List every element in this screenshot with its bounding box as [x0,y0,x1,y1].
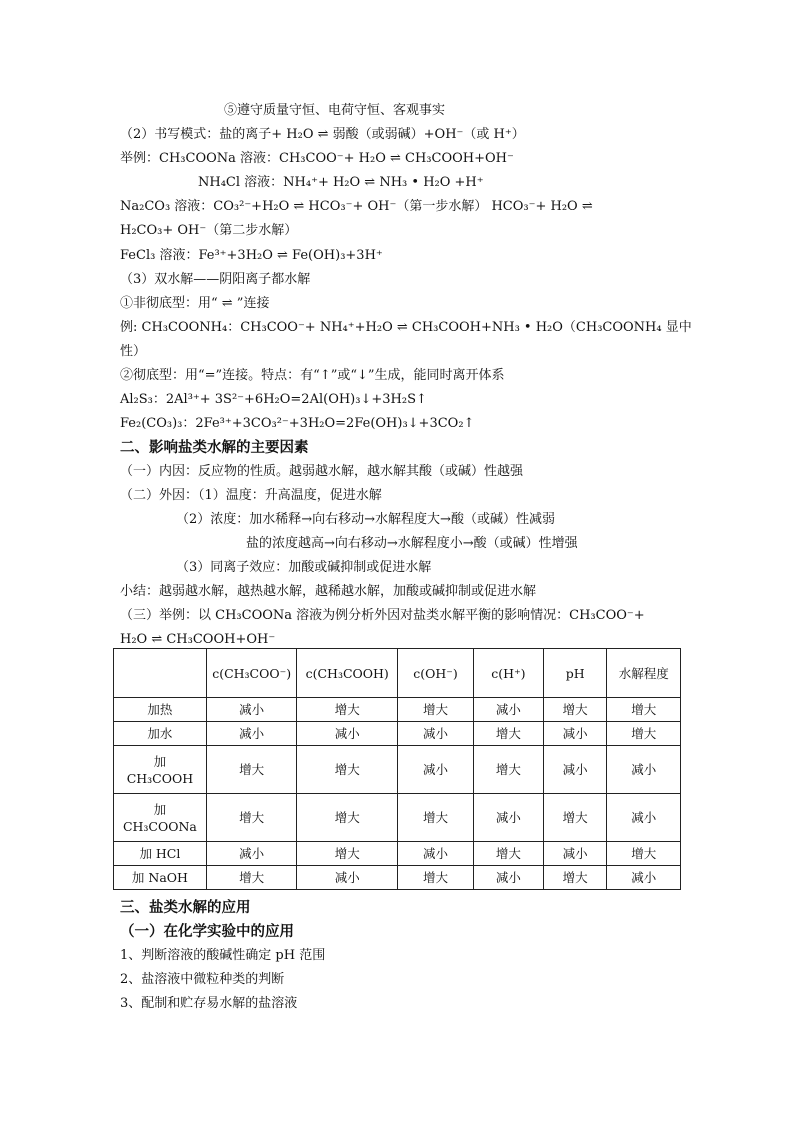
text-line: （2）书写模式：盐的离子+ H₂O ⇌ 弱酸（或弱碱）+OH⁻（或 H⁺） [120,127,525,142]
table-cell: 加热 [114,698,207,722]
hydrolysis-effects-table [113,648,681,890]
table-cell: 减小 [473,794,543,842]
table-row [114,746,681,794]
text-line: Na₂CO₃ 溶液：CO₃²⁻+H₂O ⇌ HCO₃⁻+ OH⁻（第一步水解） HCO₃⁻+ H₂O ⇌ [120,199,593,214]
text-line: 例: CH₃COONH₄：CH₃COO⁻+ NH₄⁺+H₂O ⇌ CH₃COOH+NH₃ • H₂O（CH₃COONH₄ 显中 [120,320,692,335]
table-cell: 加 NaOH [114,866,207,890]
table-cell: 增大 [297,842,397,866]
table-cell: 增大 [206,866,297,890]
list-item: 1、判断溶液的酸碱性确定 pH 范围 [120,948,326,963]
list-item: 2、盐溶液中微粒种类的判断 [120,972,285,987]
table-cell: 加水 [114,722,207,746]
table-cell: 增大 [297,698,397,722]
table-cell: 减小 [297,722,397,746]
table-cell: 增大 [473,746,543,794]
table-cell: 增大 [397,794,473,842]
text-line: （三）举例：以 CH₃COONa 溶液为例分析外因对盐类水解平衡的影响情况：CH₃COO⁻+ [120,608,645,623]
text-line: （3）双水解——阴阳离子都水解 [120,272,311,287]
table-row [114,794,681,842]
table-cell: 加 CH₃COONa [114,794,207,842]
table-cell: 增大 [543,866,607,890]
text-line: 盐的浓度越高→向右移动→水解程度小→酸（或碱）性增强 [246,536,578,551]
table-cell: 增大 [206,794,297,842]
table-cell: 增大 [607,722,681,746]
text-line: ②彻底型：用“=”连接。特点：有“↑”或“↓”生成，能同时离开体系 [120,368,505,383]
table-cell: 增大 [206,746,297,794]
table-cell: 增大 [543,698,607,722]
text-line: H₂CO₃+ OH⁻（第二步水解） [120,223,298,238]
text-line: NH₄Cl 溶液：NH₄⁺+ H₂O ⇌ NH₃ • H₂O +H⁺ [198,175,484,190]
rule-line: ⑤遵守质量守恒、电荷守恒、客观事实 [224,103,446,118]
table-cell: 加 CH₃COOH [114,746,207,794]
table-header-row [114,649,681,698]
table-cell: 增大 [397,866,473,890]
table-cell: 增大 [397,698,473,722]
text-line: 举例：CH₃COONa 溶液：CH₃COO⁻+ H₂O ⇌ CH₃COOH+OH⁻ [120,151,514,166]
text-line: 性） [120,344,147,359]
text-line: （3）同离子效应：加酸或碱抑制或促进水解 [176,560,432,575]
table-row [114,698,681,722]
table-cell: 减小 [543,722,607,746]
table-header-cell [114,649,207,698]
table-cell: 减小 [397,722,473,746]
table-row [114,722,681,746]
table-header-cell: c(CH₃COO⁻) [206,649,297,698]
section-heading: 三、盐类水解的应用 [120,899,251,916]
table-header-cell: c(CH₃COOH) [297,649,397,698]
text-line: （2）浓度：加水稀释→向右移动→水解程度大→酸（或碱）性减弱 [176,512,555,527]
table-cell: 减小 [397,842,473,866]
text-line: H₂O ⇌ CH₃COOH+OH⁻ [120,632,276,647]
text-line: 小结：越弱越水解，越热越水解，越稀越水解，加酸或碱抑制或促进水解 [120,584,537,599]
table-cell: 增大 [607,698,681,722]
table-cell: 增大 [473,722,543,746]
table-header-cell: pH [543,649,607,698]
table-cell: 增大 [543,794,607,842]
table-row [114,866,681,890]
table-header-cell: c(H⁺) [473,649,543,698]
table-cell: 减小 [607,794,681,842]
table-cell: 减小 [607,746,681,794]
table-cell: 加 HCl [114,842,207,866]
table-cell: 增大 [297,746,397,794]
table-cell: 减小 [543,746,607,794]
text-line: Al₂S₃：2Al³⁺+ 3S²⁻+6H₂O=2Al(OH)₃↓+3H₂S↑ [120,392,427,407]
text-line: （一）内因：反应物的性质。越弱越水解，越水解其酸（或碱）性越强 [120,464,524,479]
table-cell: 减小 [543,842,607,866]
table-cell: 增大 [607,842,681,866]
table-row [114,842,681,866]
list-item: 3、配制和贮存易水解的盐溶液 [120,996,298,1011]
text-line: Fe₂(CO₃)₃：2Fe³⁺+3CO₃²⁻+3H₂O=2Fe(OH)₃↓+3CO₂↑ [120,416,475,431]
text-line: ①非彻底型：用“ ⇌ ”连接 [120,296,270,311]
table-header-cell: 水解程度 [607,649,681,698]
table-cell: 减小 [297,866,397,890]
section-heading: 二、影响盐类水解的主要因素 [120,439,309,456]
table-header-cell: c(OH⁻) [397,649,473,698]
table-cell: 减小 [473,866,543,890]
table-cell: 减小 [206,722,297,746]
table-cell: 减小 [206,842,297,866]
text-line: FeCl₃ 溶液：Fe³⁺+3H₂O ⇌ Fe(OH)₃+3H⁺ [120,248,383,263]
table-cell: 减小 [206,698,297,722]
table-cell: 减小 [607,866,681,890]
table-cell: 减小 [473,698,543,722]
text-line: （二）外因：（1）温度：升高温度，促进水解 [120,488,382,503]
table-cell: 减小 [397,746,473,794]
subsection-heading: （一）在化学实验中的应用 [120,923,294,940]
table-cell: 增大 [473,842,543,866]
table-cell: 增大 [297,794,397,842]
